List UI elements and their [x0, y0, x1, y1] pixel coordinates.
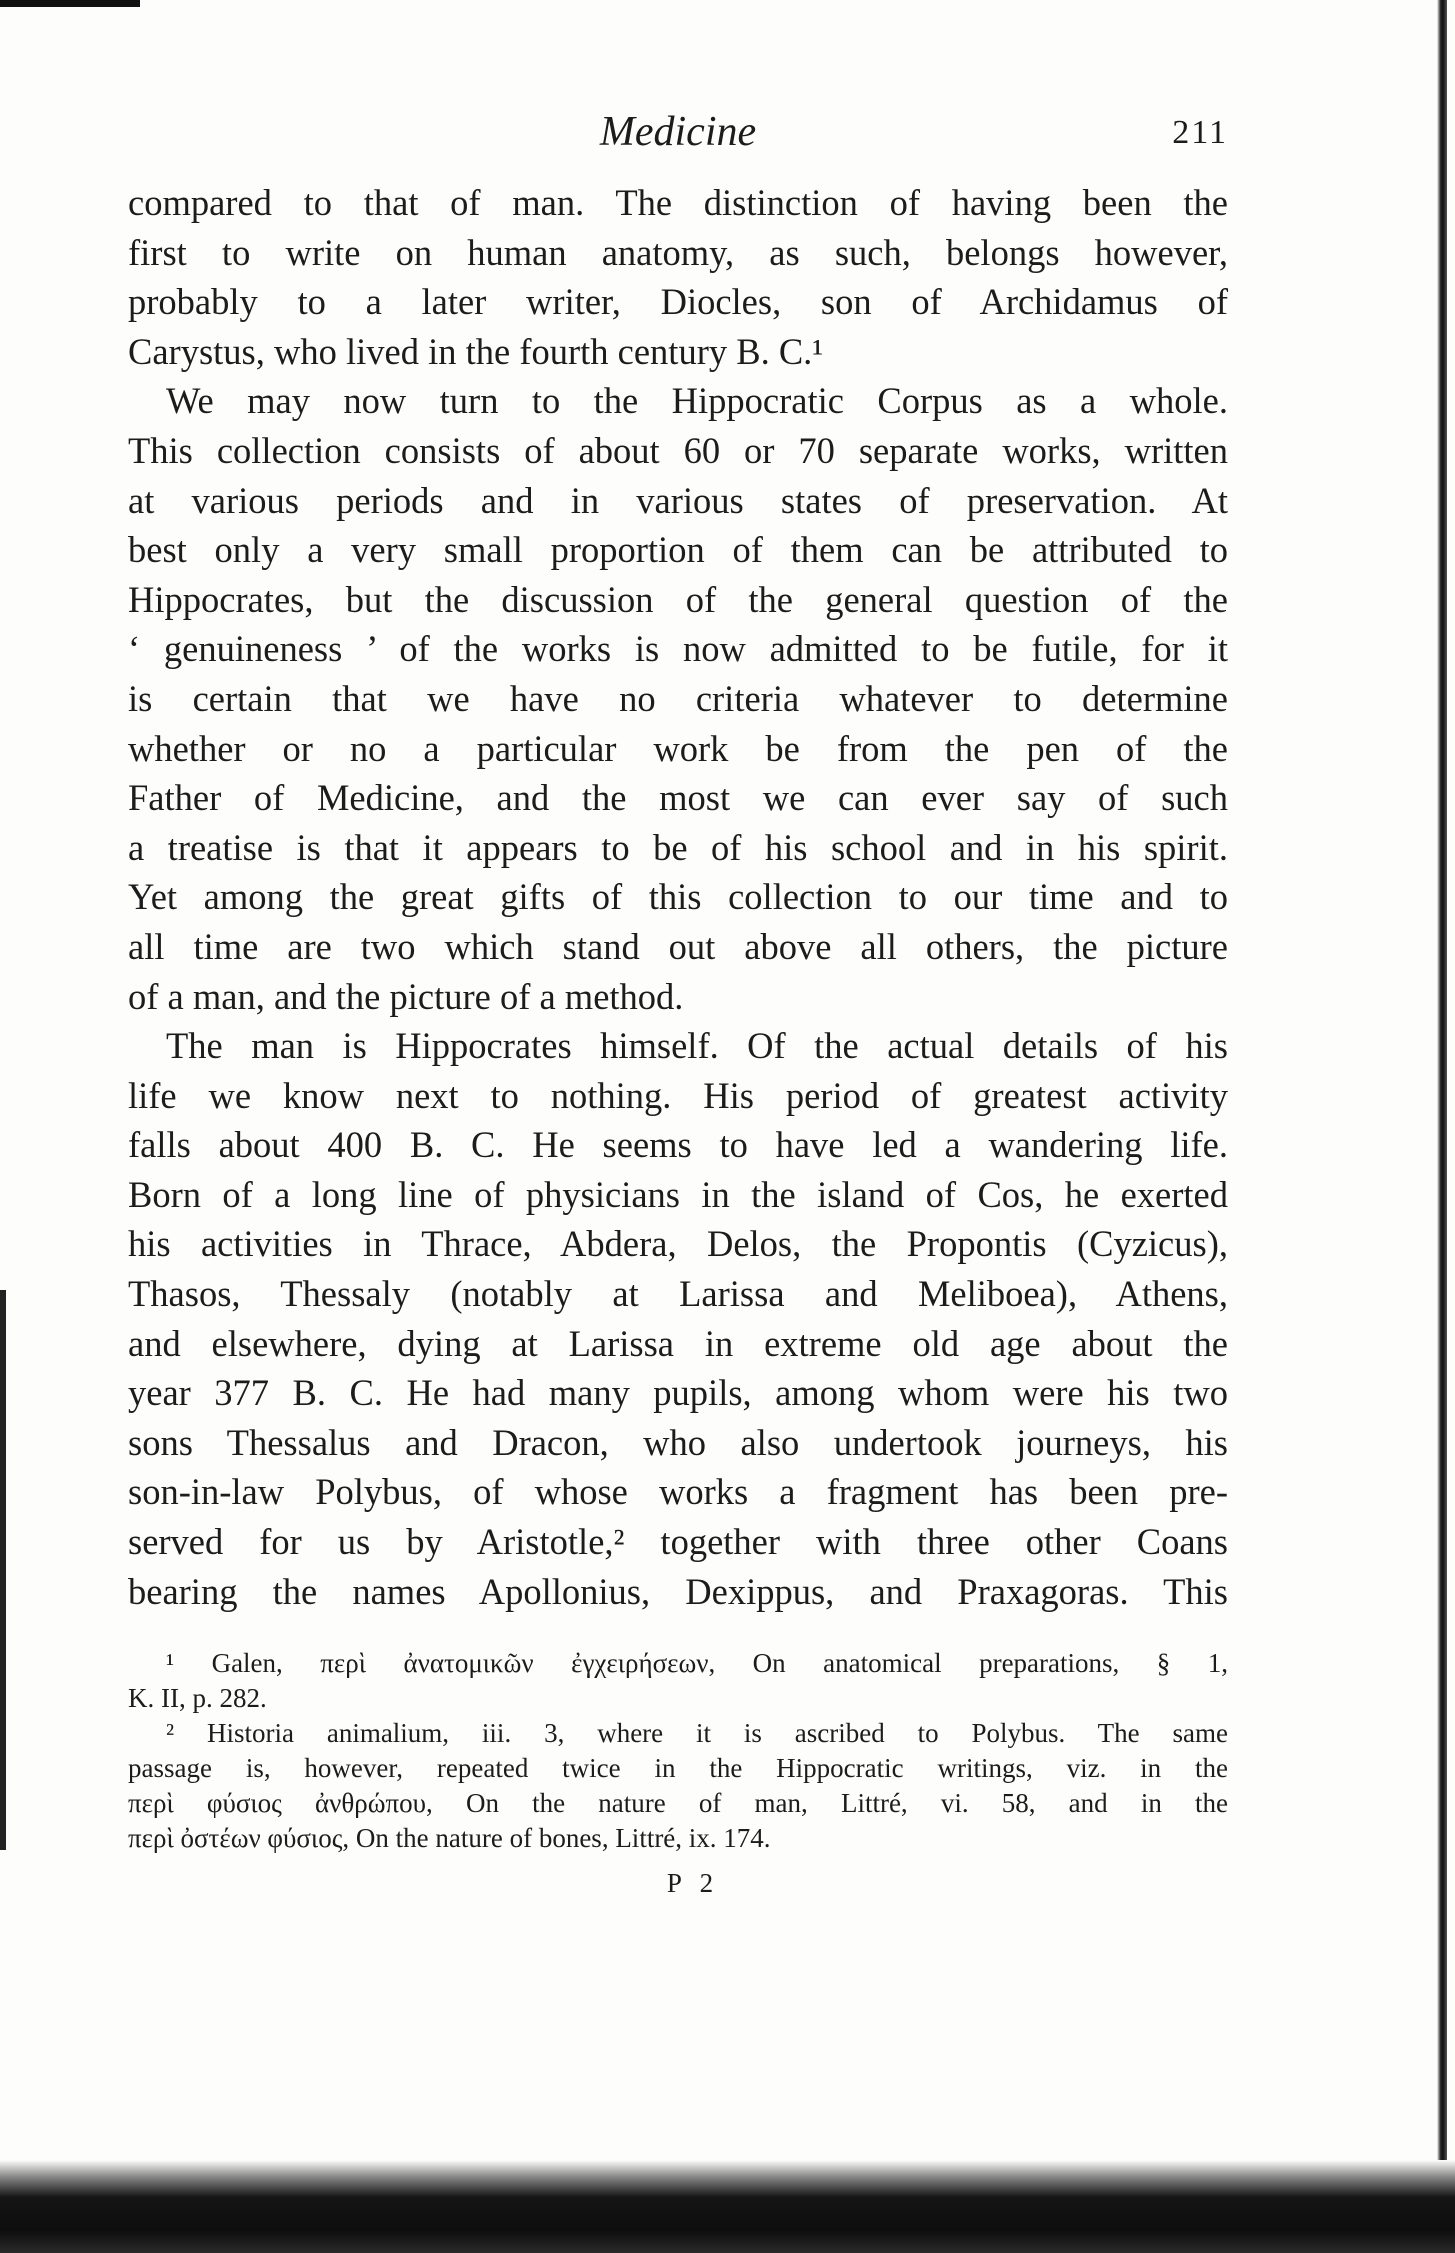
body-line: falls about 400 B. C. He seems to have led a wandering life. [128, 1124, 1228, 1166]
body-line: This collection consists of about 60 or 70 separate works, written [128, 429, 1228, 471]
body-line: life we know next to nothing. His period of greatest activity [128, 1074, 1228, 1116]
running-title: Medicine [599, 109, 757, 155]
scan-edge-right [1437, 0, 1447, 2253]
body-line: at various periods and in various states of preservation. At [128, 479, 1228, 521]
scan-edge-bottom [0, 2160, 1455, 2253]
body-line: year 377 B. C. He had many pupils, among whom were his two [128, 1372, 1228, 1414]
body-line: is certain that we have no criteria whatever to determine [128, 677, 1228, 719]
page-number: 211 [1172, 114, 1228, 151]
body-line: whether or no a particular work be from the pen of the [128, 727, 1228, 769]
body-line: of a man, and the picture of a method. [128, 975, 684, 1017]
scan-edge-top [0, 0, 140, 7]
scan-edge-left [0, 1290, 6, 1850]
body-line: best only a very small proportion of them can be attributed to [128, 529, 1228, 571]
body-line: probably to a later writer, Diocles, son of Archidamus of [128, 281, 1228, 323]
book-page [128, 108, 1228, 1899]
body-line: Yet among the great gifts of this collection to our time and to [128, 876, 1228, 918]
body-line: Born of a long line of physicians in the island of Cos, he exerted [128, 1173, 1228, 1215]
body-line: Carystus, who lived in the fourth century B. C.¹ [128, 330, 824, 372]
footnotes [128, 1646, 1228, 1856]
body-line: Thasos, Thessaly (notably at Larissa and Meliboea), Athens, [128, 1273, 1228, 1315]
body-text [128, 178, 1228, 1616]
body-line: compared to that of man. The distinction of having been the [128, 182, 1228, 223]
body-line: ‘ genuineness ’ of the works is now admitted to be futile, for it [128, 628, 1228, 670]
body-line: The man is Hippocrates himself. Of the actual details of his [166, 1025, 1228, 1067]
body-line: sons Thessalus and Dracon, who also undertook journeys, his [128, 1421, 1228, 1463]
body-line: son-in-law Polybus, of whose works a fragment has been pre- [128, 1471, 1228, 1513]
body-line: his activities in Thrace, Abdera, Delos, the Propontis (Cyzicus), [128, 1223, 1228, 1265]
body-line: a treatise is that it appears to be of his school and in his spirit. [128, 826, 1228, 868]
running-head [128, 108, 1228, 168]
footnote-line: περὶ φύσιος ἀνθρώπου, On the nature of man, Littré, vi. 58, and in the [128, 1788, 1228, 1819]
signature-mark: P 2 [666, 1868, 720, 1899]
body-line: served for us by Aristotle,² together with three other Coans [128, 1521, 1228, 1563]
footnote-line: περὶ ὀστέων φύσιος, On the nature of bones, Littré, ix. 174. [128, 1823, 771, 1854]
body-line: and elsewhere, dying at Larissa in extreme old age about the [128, 1322, 1228, 1364]
body-line: first to write on human anatomy, as such, belongs however, [128, 231, 1228, 273]
footnote-line: ¹ Galen, περὶ ἀνατομικῶν ἐγχειρήσεων, On anatomical preparations, § 1, [166, 1648, 1228, 1679]
body-line: all time are two which stand out above all others, the picture [128, 925, 1228, 967]
body-line: Hippocrates, but the discussion of the general question of the [128, 578, 1228, 620]
body-line: We may now turn to the Hippocratic Corpus as a whole. [166, 380, 1228, 422]
footnote-line: passage is, however, repeated twice in the Hippocratic writings, viz. in the [128, 1753, 1228, 1784]
body-line: Father of Medicine, and the most we can ever say of such [128, 777, 1228, 819]
footnote-line: ² Historia animalium, iii. 3, where it is ascribed to Polybus. The same [166, 1718, 1228, 1749]
body-line: bearing the names Apollonius, Dexippus, and Praxagoras. This [128, 1570, 1228, 1612]
footnote-line: K. II, p. 282. [128, 1683, 267, 1714]
